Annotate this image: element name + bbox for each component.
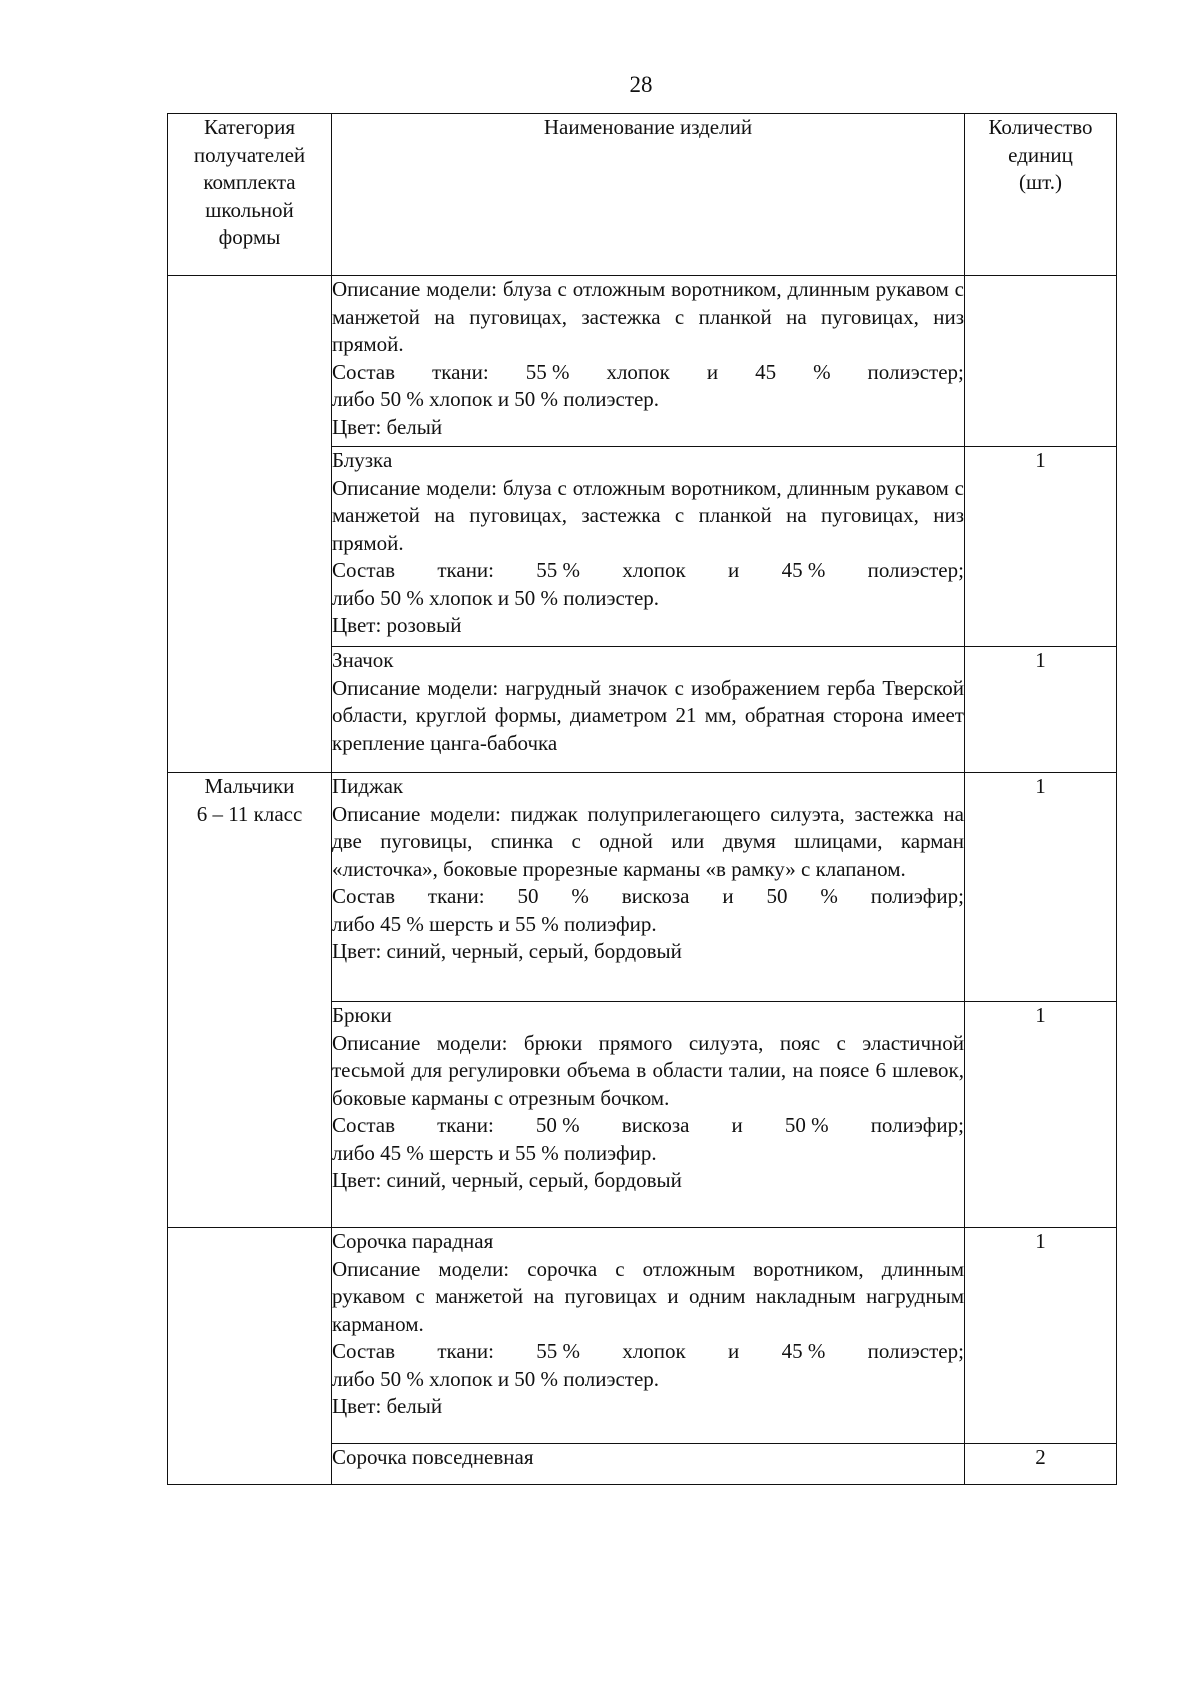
composition-word: ткани:	[427, 884, 485, 908]
category-grade: 6 – 11 класс	[196, 801, 303, 826]
composition-word: Состав	[332, 1339, 396, 1363]
composition-word: 55 %	[536, 558, 581, 582]
item-cell	[332, 1228, 965, 1444]
item-composition	[332, 557, 964, 585]
table-row	[168, 773, 1117, 1002]
item-cell	[332, 1444, 965, 1485]
item-description: Описание модели: нагрудный значок с изображением герба Тверской области, круглой формы, диаметром 21 мм, обратная сторона имеет крепление цанга-бабочка	[332, 675, 964, 755]
table-header-row	[168, 114, 1117, 276]
qty-cell	[965, 276, 1117, 447]
category-cell	[168, 1228, 332, 1485]
table-row	[168, 276, 1117, 447]
composition-word: и	[731, 1113, 743, 1137]
item-cell	[332, 773, 965, 1002]
composition-word: %	[820, 884, 838, 908]
uniform-items-table	[167, 113, 1117, 1485]
header-category-line: получателей	[193, 142, 306, 167]
composition-word: Состав	[332, 884, 396, 908]
item-composition	[332, 1338, 964, 1366]
item-composition-tail: либо 50 % хлопок и 50 % полиэстер.	[332, 1366, 660, 1391]
item-description: Описание модели: брюки прямого силуэта, пояс с эластичной тесьмой для регулировки объема в области талии, на поясе 6 шлевок, боковые карманы с отрезным бочком.	[332, 1030, 964, 1110]
composition-word: полиэфир;	[870, 1113, 964, 1137]
item-color: Цвет: розовый	[332, 613, 462, 637]
composition-word: и	[728, 558, 740, 582]
composition-word: и	[706, 359, 719, 384]
composition-word: Состав	[332, 359, 396, 384]
item-title: Значок	[332, 648, 394, 672]
header-category-line: формы	[218, 225, 281, 249]
header-name	[332, 114, 965, 276]
table-row	[168, 1228, 1117, 1444]
item-description: Описание модели: сорочка с отложным воротником, длинным рукавом с манжетой на пуговицах и одним накладным нагрудным карманом.	[332, 1256, 964, 1336]
composition-word: полиэфир;	[870, 884, 964, 908]
composition-word: хлопок	[622, 558, 686, 582]
item-description: Описание модели: блуза с отложным воротником, длинным рукавом с манжетой на пуговицах, застежка с планкой на пуговицах, низ прямой.	[332, 277, 964, 356]
category-cell	[168, 276, 332, 773]
item-cell	[332, 1002, 965, 1228]
header-qty-line: Количество	[988, 115, 1093, 139]
composition-word: полиэстер;	[867, 558, 964, 582]
composition-word: Состав	[332, 558, 396, 582]
header-qty	[965, 114, 1117, 276]
item-color: Цвет: белый	[332, 1394, 443, 1418]
item-title: Сорочка парадная	[332, 1229, 494, 1253]
item-cell	[332, 647, 965, 773]
header-category-line: комплекта	[203, 170, 296, 194]
composition-word: 50 %	[535, 1113, 580, 1137]
header-name-text: Наименование изделий	[543, 115, 753, 139]
item-composition-tail: либо 50 % хлопок и 50 % полиэстер.	[332, 387, 660, 411]
composition-word: ткани:	[437, 1113, 494, 1137]
composition-word: 55 %	[536, 1339, 581, 1363]
item-title: Блузка	[332, 448, 393, 472]
composition-word: ткани:	[437, 558, 495, 582]
header-category-line: Категория	[204, 115, 295, 139]
item-composition-tail: либо 45 % шерсть и 55 % полиэфир.	[332, 911, 657, 936]
composition-word: Состав	[332, 1113, 396, 1137]
qty-cell: 1	[965, 647, 1117, 773]
composition-word: ткани:	[437, 1339, 495, 1363]
header-category	[168, 114, 332, 276]
category-cell	[168, 773, 332, 1228]
composition-word: 45 %	[781, 1339, 826, 1363]
composition-word: и	[728, 1339, 740, 1363]
item-cell	[332, 276, 965, 447]
item-title: Сорочка повседневная	[332, 1445, 534, 1469]
item-title: Пиджак	[332, 774, 404, 798]
item-composition-tail: либо 45 % шерсть и 55 % полиэфир.	[332, 1140, 657, 1165]
qty-cell: 1	[965, 1228, 1117, 1444]
composition-word: и	[722, 884, 734, 908]
qty-cell: 2	[965, 1444, 1117, 1485]
item-composition	[332, 883, 964, 911]
item-composition-tail: либо 50 % хлопок и 50 % полиэстер.	[332, 585, 660, 610]
composition-word: полиэстер;	[867, 1339, 964, 1363]
composition-word: вискоза	[621, 1113, 690, 1137]
composition-word: ткани:	[432, 359, 489, 384]
item-cell	[332, 447, 965, 647]
composition-word: 55 %	[525, 359, 570, 384]
item-color: Цвет: синий, черный, серый, бордовый	[332, 1168, 682, 1192]
composition-word: 50	[517, 884, 539, 908]
item-color: Цвет: синий, черный, серый, бордовый	[332, 939, 682, 963]
category-label: Мальчики	[204, 774, 295, 798]
composition-word: %	[571, 884, 589, 908]
composition-word: вискоза	[621, 884, 690, 908]
composition-word: 50 %	[784, 1113, 829, 1137]
composition-word: хлопок	[622, 1339, 686, 1363]
page-number: 28	[629, 72, 653, 97]
composition-word: полиэстер;	[867, 359, 964, 384]
qty-cell: 1	[965, 447, 1117, 647]
item-color: Цвет: белый	[332, 414, 443, 439]
item-description: Описание модели: блуза с отложным воротником, длинным рукавом с манжетой на пуговицах, застежка с планкой на пуговицах, низ прямой.	[332, 475, 964, 555]
header-qty-line: (шт.)	[1018, 170, 1062, 194]
qty-cell: 1	[965, 1002, 1117, 1228]
qty-cell: 1	[965, 773, 1117, 1002]
item-description: Описание модели: пиджак полуприлегающего силуэта, застежка на две пуговицы, спинка с одной или двумя шлицами, карман «листочка», боковые прорезные карманы «в рамку» с клапаном.	[332, 801, 964, 881]
composition-word: %	[813, 359, 831, 384]
header-qty-line: единиц	[1008, 142, 1073, 167]
item-composition	[332, 1112, 964, 1140]
header-category-line: школьной	[205, 197, 294, 222]
item-composition	[332, 359, 964, 387]
composition-word: 50	[766, 884, 788, 908]
item-title: Брюки	[332, 1003, 392, 1027]
composition-word: хлопок	[606, 359, 670, 384]
composition-word: 45 %	[781, 558, 826, 582]
composition-word: 45	[755, 359, 777, 384]
